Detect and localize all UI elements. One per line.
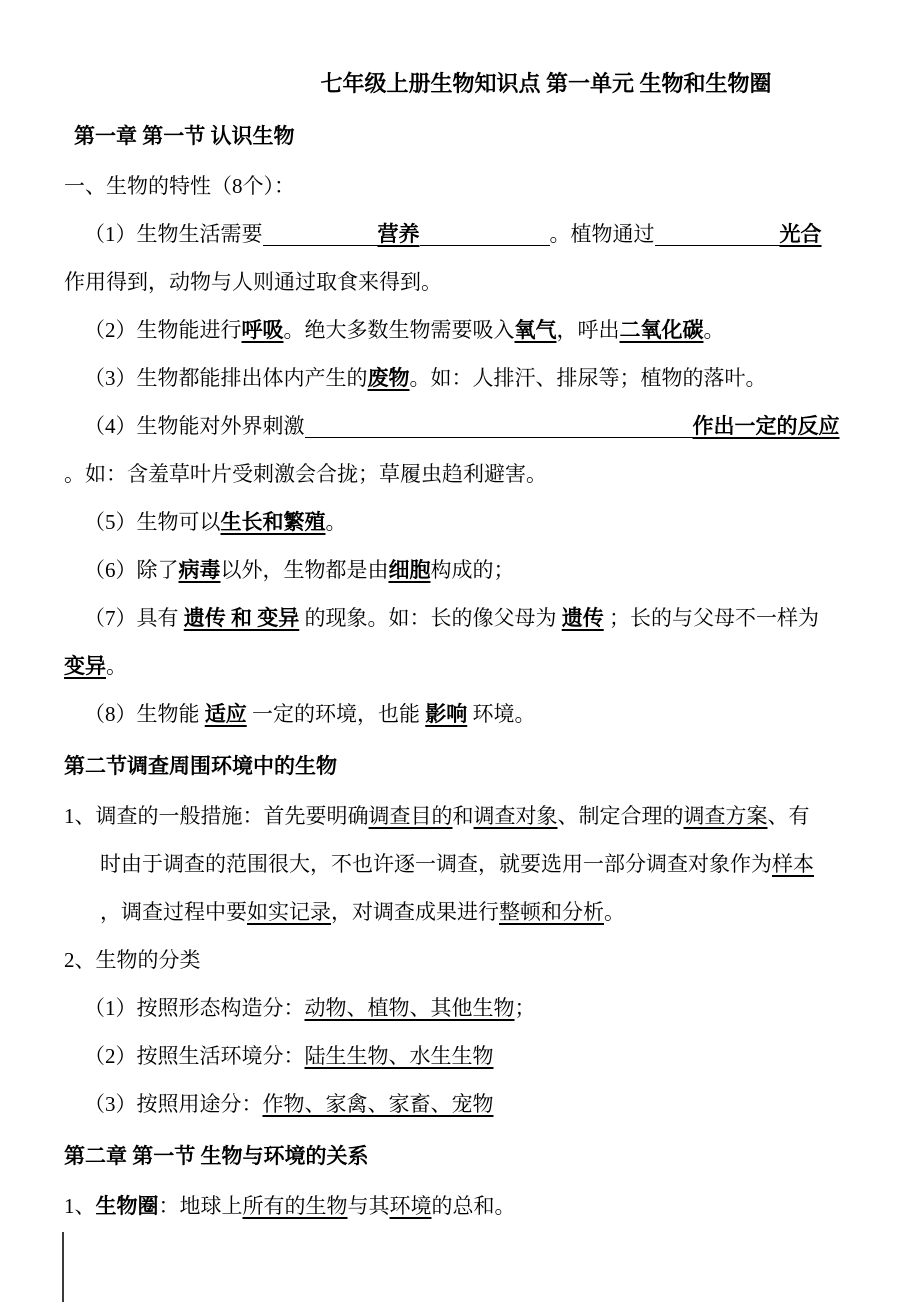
paragraph bbox=[64, 258, 858, 306]
paragraph bbox=[64, 162, 858, 210]
text-run: 适应 bbox=[204, 702, 247, 726]
text-run: （8）生物能 bbox=[84, 702, 205, 726]
text-run: 。 bbox=[604, 900, 625, 924]
text-run: 时由于调查的范围很大，不也许逐一调查，就要选用一部分调查对象作为 bbox=[100, 852, 772, 876]
text-run: 环境。 bbox=[467, 702, 536, 726]
text-run: 影响 bbox=[425, 702, 468, 726]
paragraph bbox=[64, 936, 858, 984]
text-run: 调查目的 bbox=[368, 804, 453, 828]
text-run: 一定的环境，也能 bbox=[246, 702, 426, 726]
text-run: 呼吸 bbox=[241, 318, 284, 342]
text-run: 病毒 bbox=[178, 558, 221, 582]
text-run: 动物、植物、其他生物 bbox=[304, 996, 515, 1020]
text-run: （7）具有 bbox=[84, 606, 184, 630]
text-run: 第二章 第一节 生物与环境的关系 bbox=[64, 1144, 369, 1168]
text-run: 构成的； bbox=[430, 558, 515, 582]
paragraph bbox=[64, 1182, 858, 1230]
text-run: 调查方案 bbox=[683, 804, 768, 828]
text-run: 细胞 bbox=[388, 558, 431, 582]
paragraph bbox=[64, 888, 858, 936]
text-run: （3）按照用途分： bbox=[84, 1092, 263, 1116]
blank-underline bbox=[655, 225, 780, 246]
text-run: 。如：含羞草叶片受刺激会合拢；草履虫趋利避害。 bbox=[64, 462, 547, 486]
text-run: 一、生物的特性（8个）： bbox=[64, 174, 295, 198]
list-item bbox=[64, 546, 858, 594]
text-run: 生长和繁殖 bbox=[220, 510, 326, 534]
text-run: 第二节调查周围环境中的生物 bbox=[64, 754, 337, 778]
text-run: 调查对象 bbox=[473, 804, 558, 828]
text-run: 1、调查的一般措施：首先要明确 bbox=[64, 804, 369, 828]
text-run: 、有 bbox=[767, 804, 810, 828]
text-run: 作物、家禽、家畜、宠物 bbox=[262, 1092, 494, 1116]
text-run: 以外，生物都是由 bbox=[220, 558, 389, 582]
text-run: 2、生物的分类 bbox=[64, 948, 201, 972]
text-run: 。 bbox=[703, 318, 725, 342]
text-run: 遗传 bbox=[561, 606, 604, 630]
text-run: （1）按照形态构造分： bbox=[84, 996, 305, 1020]
paragraph bbox=[64, 792, 858, 840]
list-item bbox=[64, 984, 858, 1032]
text-run: 氧气 bbox=[514, 318, 557, 342]
text-run: 所有的生物 bbox=[242, 1194, 348, 1218]
blank-underline bbox=[263, 225, 378, 246]
text-run: 与其 bbox=[347, 1194, 390, 1218]
text-run: （3）生物都能排出体内产生的 bbox=[84, 366, 368, 390]
text-run: ； bbox=[514, 996, 536, 1020]
list-item bbox=[64, 690, 858, 738]
list-item bbox=[64, 210, 858, 258]
list-item bbox=[64, 306, 858, 354]
text-run: 陆生生物、水生生物 bbox=[304, 1044, 494, 1068]
text-run: ；长的与父母不一样为 bbox=[603, 606, 819, 630]
list-item bbox=[64, 498, 858, 546]
blank-underline bbox=[305, 417, 693, 438]
text-run: 样本 bbox=[772, 852, 814, 876]
list-item bbox=[64, 594, 858, 642]
heading-chapter1 bbox=[64, 112, 858, 160]
text-run: 。绝大多数生物需要吸入 bbox=[283, 318, 515, 342]
list-item bbox=[64, 1032, 858, 1080]
text-run: （2）生物能进行 bbox=[84, 318, 242, 342]
heading-section2 bbox=[64, 742, 858, 790]
text-run: 二氧化碳 bbox=[619, 318, 704, 342]
text-run: 。植物通过 bbox=[549, 222, 655, 246]
list-item bbox=[64, 402, 858, 450]
text-run: ，呼出 bbox=[556, 318, 620, 342]
text-run: 1、 bbox=[64, 1194, 96, 1218]
text-run: 废物 bbox=[367, 366, 410, 390]
text-run: ：地球上 bbox=[158, 1194, 243, 1218]
text-run: ，调查过程中要 bbox=[100, 900, 247, 924]
text-run: 、制定合理的 bbox=[557, 804, 684, 828]
text-run: 和 bbox=[452, 804, 474, 828]
text-run: 。 bbox=[106, 654, 127, 678]
text-run: （5）生物可以 bbox=[84, 510, 221, 534]
text-run: （6）除了 bbox=[84, 558, 179, 582]
text-run: 。如：人排汗、排尿等；植物的落叶。 bbox=[409, 366, 767, 390]
text-run: 的总和。 bbox=[431, 1194, 516, 1218]
table-border-artifact bbox=[62, 1232, 64, 1302]
text-run: 整顿和分析 bbox=[499, 900, 604, 924]
list-item bbox=[64, 354, 858, 402]
blank-underline bbox=[420, 225, 550, 246]
heading-chapter2 bbox=[64, 1132, 858, 1180]
text-run: 。 bbox=[325, 510, 347, 534]
text-run: （1）生物生活需要 bbox=[84, 222, 263, 246]
text-run: （2）按照生活环境分： bbox=[84, 1044, 305, 1068]
paragraph bbox=[64, 840, 858, 888]
paragraph bbox=[64, 642, 858, 690]
text-run: 第一章 第一节 认识生物 bbox=[74, 124, 295, 148]
text-run: ，对调查成果进行 bbox=[331, 900, 499, 924]
text-run: 如实记录 bbox=[247, 900, 331, 924]
paragraph bbox=[64, 450, 858, 498]
text-run: （4）生物能对外界刺激 bbox=[84, 414, 305, 438]
text-run: 环境 bbox=[389, 1194, 432, 1218]
text-run: 变异 bbox=[64, 654, 106, 678]
text-run: 光合 bbox=[779, 222, 822, 246]
document-body bbox=[64, 112, 858, 1230]
text-run: 生物圈 bbox=[95, 1194, 159, 1218]
text-run: 的现象。如：长的像父母为 bbox=[299, 606, 562, 630]
text-run: 营养 bbox=[377, 222, 420, 246]
list-item bbox=[64, 1080, 858, 1128]
text-run: 遗传 和 变异 bbox=[183, 606, 300, 630]
document-title: 七年级上册生物知识点 第一单元 生物和生物圈 bbox=[320, 71, 772, 96]
text-run: 作用得到，动物与人则通过取食来得到。 bbox=[64, 270, 442, 294]
text-run: 作出一定的反应 bbox=[692, 414, 840, 438]
